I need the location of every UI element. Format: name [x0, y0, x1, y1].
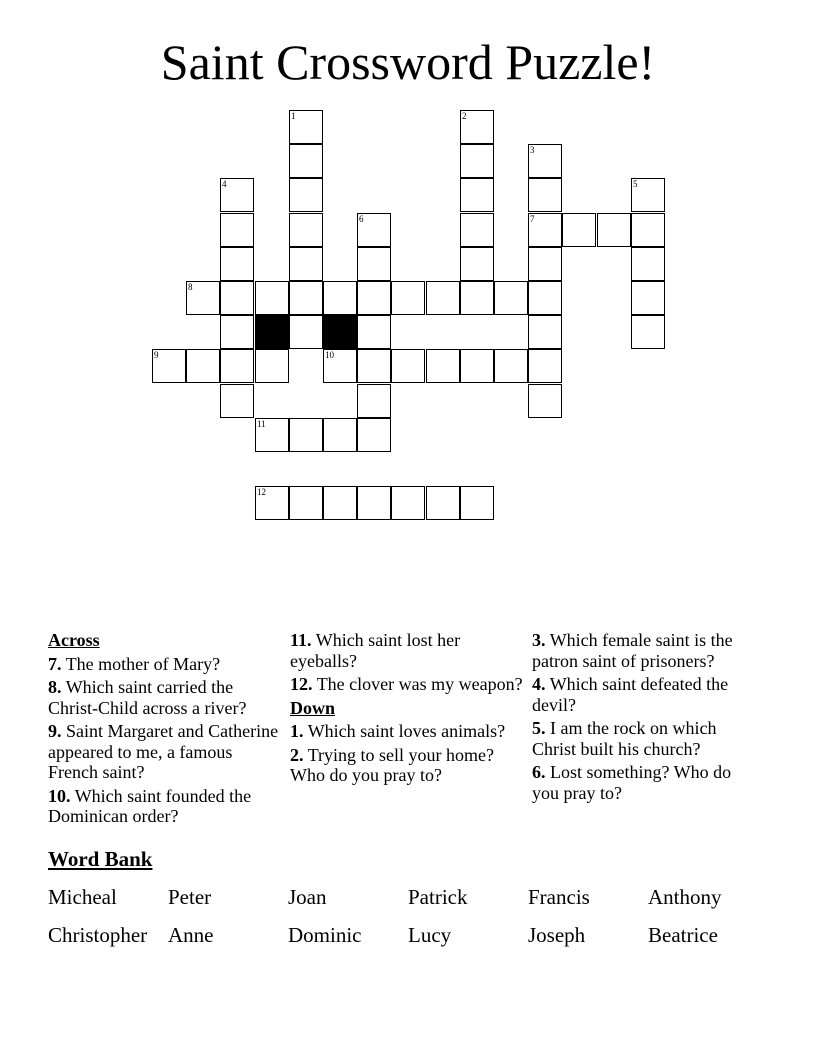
clue-text: I am the rock on which Christ built his church? [532, 718, 717, 759]
crossword-cell[interactable] [220, 213, 254, 247]
word-bank-word: Anthony [648, 885, 722, 909]
clue-across-12 [290, 674, 525, 695]
crossword-cell[interactable] [528, 349, 562, 383]
clue-text: Which saint lost her eyeballs? [290, 630, 461, 671]
crossword-cell[interactable] [323, 349, 357, 383]
crossword-cell[interactable] [289, 486, 323, 520]
word-bank-word: Anne [168, 923, 214, 947]
word-bank-title: Word Bank [48, 847, 153, 871]
clue-across-11 [290, 630, 525, 671]
word-bank-word: Christopher [48, 923, 148, 947]
crossword-cell[interactable] [528, 281, 562, 315]
crossword-cell[interactable] [220, 178, 254, 212]
clue-number-label: 6 [359, 214, 364, 224]
clue-column-2 [290, 630, 525, 789]
crossword-cell[interactable] [186, 281, 220, 315]
crossword-cell[interactable] [562, 213, 596, 247]
crossword-cell[interactable] [426, 349, 460, 383]
crossword-cell[interactable] [255, 281, 289, 315]
clue-text: The clover was my weapon? [316, 674, 523, 694]
clue-number-label: 7 [530, 214, 535, 224]
crossword-cell[interactable] [289, 110, 323, 144]
clue-text: Which saint carried the Christ-Child across a river? [48, 677, 247, 718]
clue-number: 4. [532, 674, 546, 694]
crossword-cell[interactable] [255, 349, 289, 383]
crossword-cell[interactable] [255, 418, 289, 452]
crossword-cell[interactable] [357, 213, 391, 247]
clue-number-label: 12 [257, 487, 266, 497]
crossword-cell[interactable] [323, 281, 357, 315]
black-square [323, 315, 357, 349]
crossword-cell[interactable] [460, 178, 494, 212]
clue-across-8 [48, 677, 280, 718]
crossword-cell[interactable] [460, 281, 494, 315]
clue-down-4 [532, 674, 747, 715]
clue-number-label: 9 [154, 350, 159, 360]
clue-column-3 [532, 630, 747, 806]
crossword-cell[interactable] [357, 247, 391, 281]
clue-down-3 [532, 630, 747, 671]
word-bank-word: Joseph [528, 923, 586, 947]
word-bank-word: Dominic [288, 923, 362, 947]
word-bank-word: Joan [288, 885, 327, 909]
crossword-cell[interactable] [528, 247, 562, 281]
clue-number-label: 10 [325, 350, 334, 360]
crossword-cell[interactable] [357, 384, 391, 418]
clue-number-label: 11 [257, 419, 266, 429]
crossword-cell[interactable] [289, 418, 323, 452]
clue-text: Saint Margaret and Catherine appeared to me, a famous French saint? [48, 721, 279, 782]
crossword-cell[interactable] [220, 281, 254, 315]
crossword-cell[interactable] [460, 247, 494, 281]
crossword-cell[interactable] [323, 418, 357, 452]
crossword-cell[interactable] [357, 486, 391, 520]
clue-number: 6. [532, 762, 546, 782]
clue-number: 5. [532, 718, 546, 738]
clue-across-10 [48, 786, 280, 827]
clue-number-label: 1 [291, 111, 296, 121]
crossword-cell[interactable] [494, 281, 528, 315]
down-heading: Down [290, 697, 336, 718]
clue-number: 9. [48, 721, 62, 741]
crossword-cell[interactable] [460, 486, 494, 520]
crossword-cell[interactable] [323, 486, 357, 520]
crossword-cell[interactable] [391, 281, 425, 315]
word-bank-word: Lucy [408, 923, 452, 947]
crossword-cell[interactable] [631, 281, 665, 315]
word-bank-word: Patrick [408, 885, 468, 909]
crossword-cell[interactable] [426, 486, 460, 520]
crossword-cell[interactable] [391, 349, 425, 383]
crossword-cell[interactable] [220, 247, 254, 281]
clue-text: Which saint loves animals? [307, 721, 506, 741]
crossword-cell[interactable] [631, 178, 665, 212]
clue-text: Trying to sell your home? Who do you pray to? [290, 744, 495, 785]
crossword-cell[interactable] [289, 315, 323, 349]
clue-across-7 [48, 654, 280, 675]
crossword-cell[interactable] [357, 315, 391, 349]
clue-text: Which female saint is the patron saint of prisoners? [532, 630, 733, 671]
crossword-cell[interactable] [597, 213, 631, 247]
clue-number: 12. [290, 674, 313, 694]
crossword-cell[interactable] [426, 281, 460, 315]
crossword-cell[interactable] [528, 144, 562, 178]
black-square [255, 315, 289, 349]
clue-number: 11. [290, 630, 312, 650]
crossword-cell[interactable] [357, 349, 391, 383]
clue-down-2 [290, 745, 525, 786]
clue-text: Which saint defeated the devil? [532, 674, 729, 715]
clue-down-5 [532, 718, 747, 759]
clue-down-1 [290, 721, 525, 742]
word-bank-word: Micheal [48, 885, 117, 909]
word-bank-word: Francis [528, 885, 590, 909]
clue-number: 1. [290, 721, 304, 741]
clue-number-label: 4 [222, 179, 227, 189]
crossword-cell[interactable] [289, 281, 323, 315]
clue-down-6 [532, 762, 747, 803]
crossword-cell[interactable] [528, 213, 562, 247]
crossword-cell[interactable] [460, 110, 494, 144]
clue-across-9 [48, 721, 280, 783]
across-heading: Across [48, 630, 100, 650]
clue-number-label: 2 [462, 111, 467, 121]
crossword-cell[interactable] [631, 213, 665, 247]
crossword-cell[interactable] [289, 247, 323, 281]
clue-number: 2. [290, 744, 304, 765]
clue-text: The mother of Mary? [65, 653, 221, 674]
word-bank-word: Peter [168, 885, 212, 909]
page-title: Saint Crossword Puzzle! [160, 34, 656, 90]
crossword-cell[interactable] [631, 315, 665, 349]
clue-number: 10. [48, 785, 71, 806]
crossword-cell[interactable] [528, 384, 562, 418]
crossword-cell[interactable] [391, 486, 425, 520]
word-bank-word: Beatrice [648, 923, 718, 947]
clue-number-label: 8 [188, 282, 193, 292]
crossword-cell[interactable] [289, 144, 323, 178]
clue-text: Lost something? Who do you pray to? [532, 762, 732, 803]
clue-number-label: 3 [530, 145, 535, 155]
crossword-cell[interactable] [255, 486, 289, 520]
clue-text: Which saint founded the Dominican order? [48, 785, 252, 826]
crossword-cell[interactable] [357, 281, 391, 315]
clue-column-1 [48, 630, 280, 830]
crossword-cell[interactable] [289, 213, 323, 247]
crossword-cell[interactable] [460, 144, 494, 178]
crossword-cell[interactable] [631, 247, 665, 281]
crossword-cell[interactable] [220, 349, 254, 383]
crossword-cell[interactable] [289, 178, 323, 212]
crossword-cell[interactable] [152, 349, 186, 383]
crossword-cell[interactable] [528, 315, 562, 349]
crossword-cell[interactable] [220, 315, 254, 349]
crossword-cell[interactable] [528, 178, 562, 212]
clue-number: 8. [48, 677, 62, 697]
crossword-cell[interactable] [460, 349, 494, 383]
crossword-cell[interactable] [357, 418, 391, 452]
clue-number-label: 5 [633, 179, 638, 189]
clue-number: 7. [48, 653, 62, 674]
clue-number: 3. [532, 630, 546, 650]
crossword-cell[interactable] [220, 384, 254, 418]
crossword-cell[interactable] [494, 349, 528, 383]
crossword-cell[interactable] [460, 213, 494, 247]
crossword-cell[interactable] [186, 349, 220, 383]
